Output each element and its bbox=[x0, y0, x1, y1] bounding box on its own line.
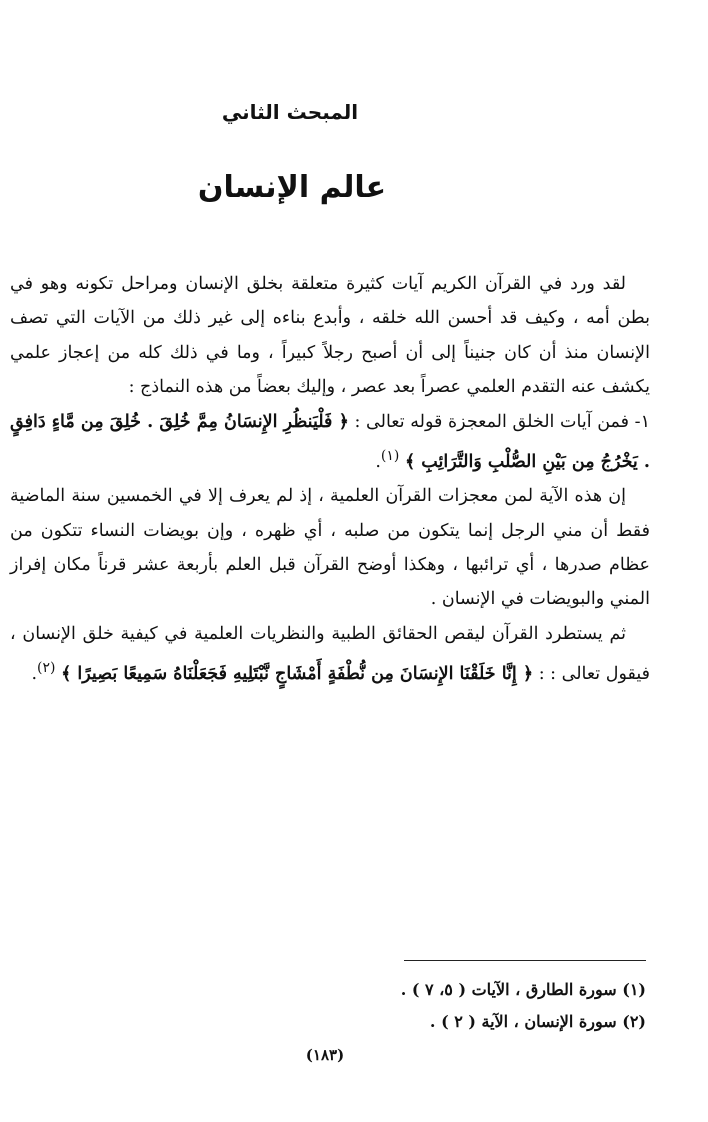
body-text bbox=[10, 267, 650, 692]
verse-paragraph-2 bbox=[10, 617, 650, 692]
footnote-ref[interactable]: (١) bbox=[380, 448, 400, 465]
paragraph-end: . bbox=[31, 664, 38, 685]
paragraph-text: ١- فمن آيات الخلق المعجزة قوله تعالى : bbox=[348, 411, 650, 432]
quran-verse: ﴿ إِنَّا خَلَقْنَا الإِنسَانَ مِن نُّطْفَةٍ أَمْشَاجٍ نَّبْتَلِيهِ فَجَعَلْنَاهُ سَمِيعًا بَصِيرًا ﴾ bbox=[61, 664, 534, 685]
verse-paragraph-1 bbox=[10, 405, 650, 480]
explanation-paragraph: إن هذه الآية لمن معجزات القرآن العلمية ، إذ لم يعرف إلا في الخمسين سنة الماضية فقط أن مني الرجل إنما يتكون من صلبه ، أي ظهره ، وإن بويضات النساء تتكون من عظام صدرها ، أي ترائبها ، وهكذا أوضح القرآن قبل العلم بأربعة عشر قرناً مكان إفراز المني والبويضات في الإنسان . bbox=[10, 486, 650, 610]
footnote-ref[interactable]: (٢) bbox=[37, 660, 56, 677]
paragraph-end: . bbox=[375, 451, 381, 472]
quran-verse: ﴿ فَلْيَنظُرِ الإِنسَانُ مِمَّ خُلِقَ . خُلِقَ مِن مَّاءٍ دَافِقٍ . يَخْرُجُ مِن بَيْنِ الصُّلْبِ وَالتَّرَائِبِ ﴾ bbox=[10, 411, 650, 472]
footnote-divider bbox=[404, 960, 646, 961]
page-number: (١٨٣) bbox=[305, 1046, 345, 1064]
footnote-item: (٢) سورة الإنسان ، الآية ( ٢ ) . bbox=[429, 1012, 646, 1031]
intro-paragraph: لقد ورد في القرآن الكريم آيات كثيرة متعلقة بخلق الإنسان ومراحل تكونه وهو في بطن أمه ، وكيف قد أحسن الله خلقه ، وأبدع بناءه إلى غير ذلك من الآيات التي تصف الإنسان منذ أن كان جنيناً إلى أن أصبح رجلاً كبيراً ، وما في ذلك كله من إعجاز علمي يكشف عنه التقدم العلمي عصراً بعد عصر ، وإليك بعضاً من هذه النماذج : bbox=[10, 274, 650, 398]
footnotes bbox=[346, 974, 646, 1038]
section-label: المبحث الثاني bbox=[221, 100, 359, 124]
chapter-title: عالم الإنسان bbox=[197, 170, 387, 205]
footnote-item: (١) سورة الطارق ، الآيات ( ٥، ٧ ) . bbox=[400, 980, 646, 999]
paragraph-text: ثم يستطرد القرآن ليقص الحقائق الطبية والنظريات العلمية في كيفية خلق الإنسان ، فيقول تعالى : : bbox=[10, 623, 650, 685]
